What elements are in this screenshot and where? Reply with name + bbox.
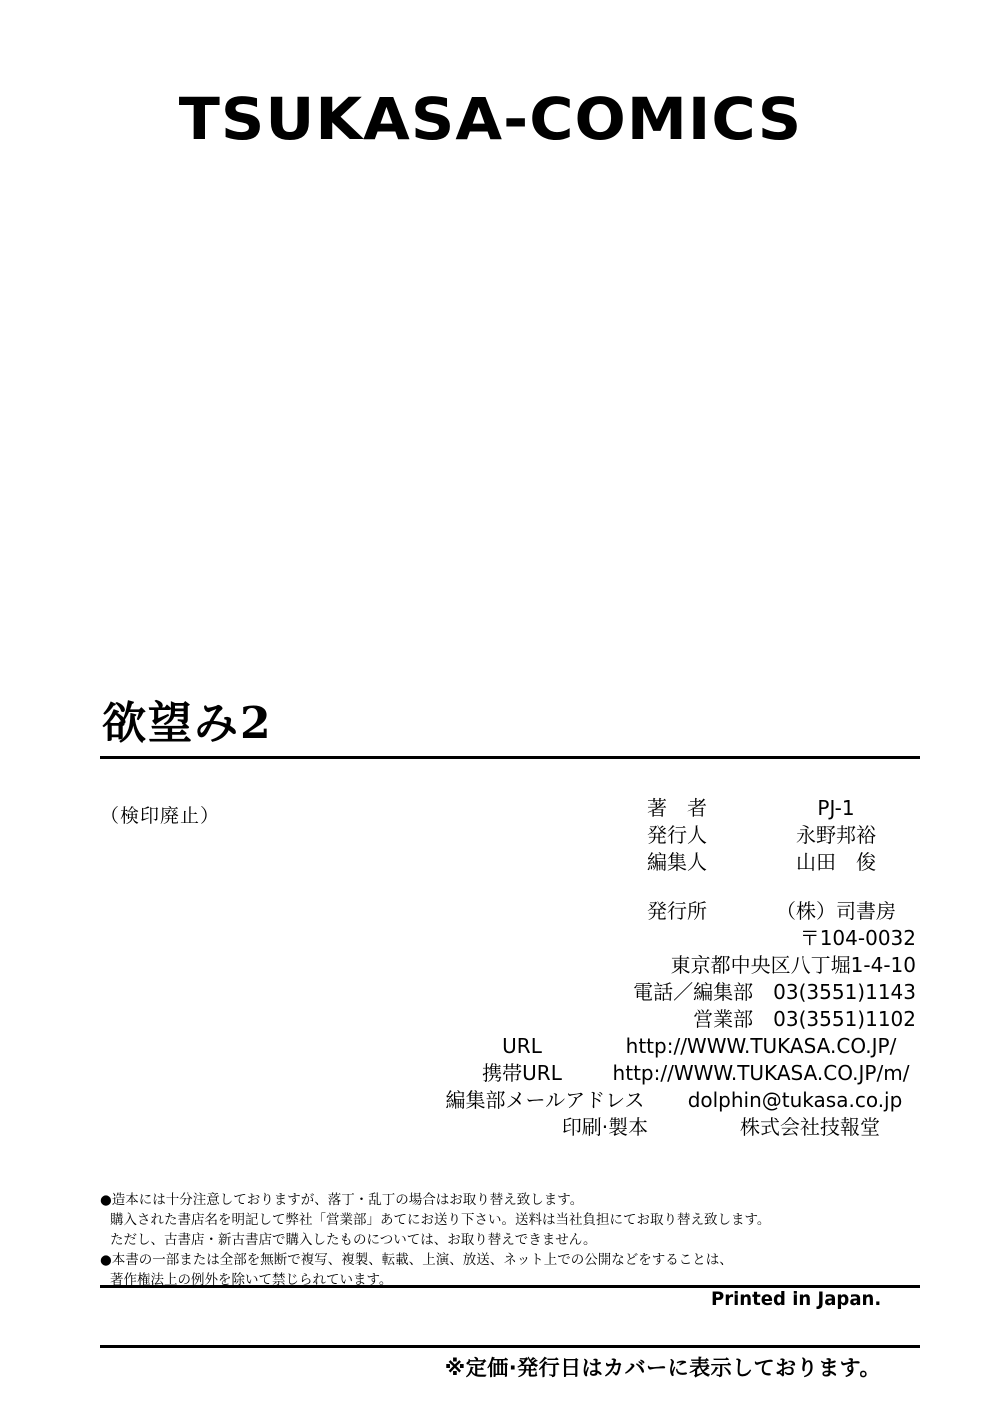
footer-rule-bottom <box>100 1345 920 1348</box>
title-rule <box>100 756 920 759</box>
price-note: ※定価·発行日はカバーに表示しております。 <box>444 1356 881 1380</box>
note-line: ●造本には十分注意しておりますが、落丁・乱丁の場合はお取り替え致します。 <box>100 1192 584 1208</box>
legal-notes <box>100 1190 920 1290</box>
postal-code: 〒104-0032 <box>799 926 916 950</box>
url-value: http://WWW.TUKASA.CO.JP/ <box>625 1034 897 1058</box>
book-title: 欲望み2 <box>102 698 273 749</box>
credit-value: 山田 俊 <box>796 850 876 874</box>
printing-label: 印刷·製本 <box>561 1115 649 1139</box>
note-line: ●本書の一部または全部を無断で複写、複製、転載、上演、放送、ネット上での公開などをすることは、 <box>100 1252 733 1268</box>
url-row <box>100 1033 920 1060</box>
tel-sales: 営業部 03(3551)1102 <box>693 1007 916 1031</box>
printing-row <box>100 1114 920 1141</box>
printing-value: 株式会社技報堂 <box>740 1115 880 1139</box>
mail-value: dolphin@tukasa.co.jp <box>687 1088 903 1112</box>
colophon <box>100 795 920 1141</box>
credit-value: 永野邦裕 <box>796 823 876 847</box>
credit-label: 発行人 <box>647 823 707 847</box>
title-block <box>100 700 920 759</box>
credit-label: 著 者 <box>647 796 707 820</box>
publisher-row <box>100 898 920 925</box>
credit-row <box>100 795 920 822</box>
mail-row <box>100 1087 920 1114</box>
masthead-title: TSUKASA-COMICS <box>178 85 803 153</box>
publisher-value: （株）司書房 <box>776 899 896 923</box>
mail-label: 編集部メールアドレス <box>445 1088 645 1112</box>
mobile-url-row <box>100 1060 920 1087</box>
kenin-note: （検印廃止） <box>100 805 221 827</box>
credit-value: PJ-1 <box>817 796 855 820</box>
printed-in-japan: Printed in Japan. <box>710 1288 881 1310</box>
note-line: 購入された書店名を明記して弊社「営業部」あてにお送り下さい。送料は当社負担にてお取り替え致します。 <box>110 1212 771 1228</box>
mobile-url-value: http://WWW.TUKASA.CO.JP/m/ <box>612 1061 910 1085</box>
credit-row <box>100 822 920 849</box>
tel-editorial: 電話／編集部 03(3551)1143 <box>633 980 916 1004</box>
credits-list <box>100 795 920 1141</box>
credit-row <box>100 849 920 876</box>
publisher-label: 発行所 <box>647 899 707 923</box>
url-label: URL <box>502 1034 542 1058</box>
credit-label: 編集人 <box>647 850 707 874</box>
address: 東京都中央区八丁堀1-4-10 <box>670 953 916 977</box>
credits-spacer <box>100 876 920 898</box>
note-line: 著作権法上の例外を除いて禁じられています。 <box>110 1272 393 1288</box>
mobile-url-label: 携帯URL <box>482 1061 562 1085</box>
note-line: ただし、古書店・新古書店で購入したものについては、お取り替えできません。 <box>110 1232 597 1248</box>
